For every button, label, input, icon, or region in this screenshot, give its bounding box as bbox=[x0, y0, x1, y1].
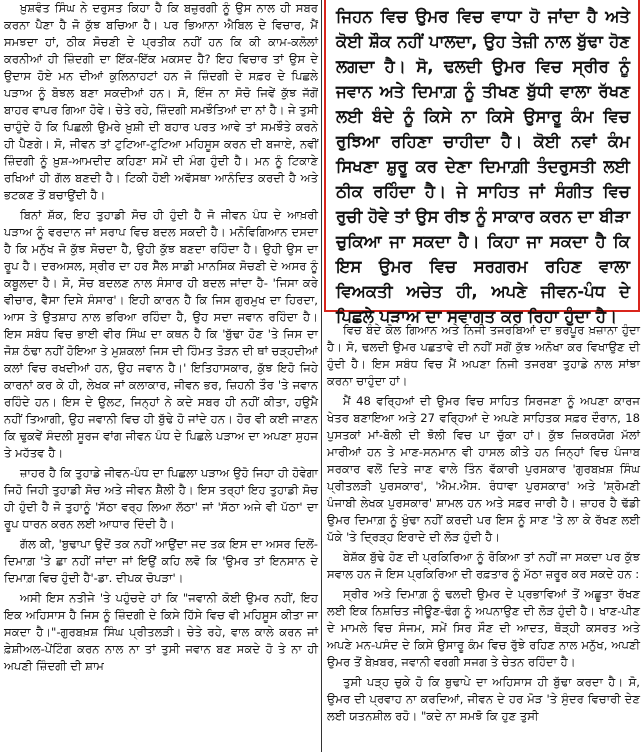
paragraph: ਬਿਨਾਂ ਸ਼ੱਕ, ਇਹ ਤੁਹਾਡੀ ਸੋਚ ਹੀ ਹੁੰਦੀ ਹੈ ਜੋ ਜੀਵਨ ਪੰਧ ਦੇ ਆਖ਼ਰੀ ਪੜਾਅ ਨੂੰ ਵਰਦਾਨ ਜਾਂ ਸਰਾਪ ਵਿਚ ਬਦਲ ਸਕਦੀ ਹੈ। ਮਨੋਵਿਗਿਆਨ ਦਸਦਾ ਹੈ ਕਿ ਮਨੁੱਖ ਜੋ ਕੁੱਝ ਸੋਚਦਾ ਹੈ, ਉਹੀ ਕੁੱਝ ਬਣਦਾ ਰਹਿੰਦਾ ਹੈ। ਉਹੀ ਉਸ ਦਾ ਰੂਪ ਹੈ। ਦਰਅਸਲ, ਸ੍ਰੀਰ ਦਾ ਹਰ ਸੈੱਲ ਸਾਡੀ ਮਾਨਸਿਕ ਸੋਚਣੀ ਦੇ ਅਸਰ ਨੂੰ ਕਬੂਲਦਾ ਹੈ। ਸੋ, ਸੋਚ ਬਦਲਣ ਨਾਲ ਸੰਸਾਰ ਹੀ ਬਦਲ ਜਾਂਦਾ ਹੈ- 'ਜਿਸਾ ਕਰੇ ਵੀਚਾਰ, ਵੈਸਾ ਦਿਸੇ ਸੰਸਾਰ'। ਇਹੀ ਕਾਰਨ ਹੈ ਕਿ ਜਿਸ ਗੁਰਮੁਖ ਦਾ ਹਿਰਦਾ, ਆਸ ਤੇ ਉਤਸ਼ਾਹ ਨਾਲ ਭਰਿਆ ਰਹਿੰਦਾ ਹੈ, ਉਹ ਸਦਾ ਜਵਾਨ ਰਹਿੰਦਾ ਹੈ। ਇਸ ਸਬੰਧ ਵਿਚ ਭਾਈ ਵੀਰ ਸਿੰਘ ਦਾ ਕਥਨ ਹੈ ਕਿ 'ਬੁੱਢਾ ਹੋਣ 'ਤੇ ਜਿਸ ਦਾ ਜੋਸ਼ ਠੰਢਾ ਨਹੀਂ ਹੋਇਆ ਤੇ ਮੁਸ਼ਕਲਾਂ ਜਿਸ ਦੀ ਹਿੰਮਤ ਤੋੜਨ ਦੀ ਥਾਂ ਚੜ੍ਹਦੀਆਂ ਕਲਾਂ ਵਿਚ ਰਖਦੀਆਂ ਹਨ, ਉਹ ਜਵਾਨ ਹੈ।' ਇਤਿਹਾਸਕਾਰ, ਕੁੱਝ ਇਹੋ ਜਿਹੇ ਕਾਰਨਾਂ ਕਰ ਕੇ ਹੀ, ਲੇਖਕ ਜਾਂ ਕਲਾਕਾਰ, ਜੀਵਨ ਭਰ, ਜ਼ਿਹਨੀ ਤੌਰ 'ਤੇ ਜਵਾਨ ਰਹਿੰਦੇ ਹਨ। ਇਸ ਦੇ ਉਲਟ, ਜਿਨ੍ਹਾਂ ਨੇ ਕਦੇ ਸਬਰ ਹੀ ਨਹੀਂ ਕੀਤਾ, ਹਉਮੈ ਨਹੀਂ ਤਿਆਗੀ, ਉਹ ਜਵਾਨੀ ਵਿਚ ਹੀ ਬੁੱਢੇ ਹੋ ਜਾਂਦੇ ਹਨ। ਹੋਰ ਵੀ ਕਈ ਜਾਣਨ ਕਿ ਢੁਕਵੇਂ ਸੰਦਲੀ ਸੂਰਜ ਵਾਂਗ ਜੀਵਨ ਪੰਧ ਦੇ ਪਿਛਲੇ ਪੜਾਅ ਦਾ ਅਪਣਾ ਸੁਹਜ ਤੇ ਮਹੱਤਵ ਹੈ। bbox=[4, 208, 318, 460]
paragraph: ਸ੍ਰੀਰ ਅਤੇ ਦਿਮਾਗ਼ ਨੂੰ ਢਲਦੀ ਉਮਰ ਦੇ ਪ੍ਰਭਾਵਿਆਂ ਤੋਂ ਅਛੂਤਾ ਰੱਖਣ ਲਈ ਇਕ ਨਿਸ਼ਚਿਤ ਜੀਊਣ-ਢੰਗ ਨੂੰ ਅਪਨਾਉਣ ਦੀ ਲੋੜ ਹੁੰਦੀ ਹੈ। ਖਾਣ-ਪੀਣ ਦੇ ਮਾਮਲੇ ਵਿਚ ਸੰਜਮ, ਸਮੇਂ ਸਿਰ ਸੌਣ ਦੀ ਆਦਤ, ਥੋੜ੍ਹੀ ਕਸਰਤ ਅਤੇ ਅਪਣੇ ਮਨ-ਪਸੰਦ ਦੇ ਕਿਸੇ ਉਸਾਰੂ ਕੰਮ ਵਿਚ ਰੁੱਝੇ ਰਹਿਣ ਨਾਲ ਮਨੁੱਖ, ਅਪਣੀ ਉਮਰ ਤੋਂ ਬੇਖ਼ਬਰ, ਜਵਾਨੀ ਵਰਗੀ ਸਜਗ ਤੇ ਚੇਤਨ ਰਹਿੰਦਾ ਹੈ। bbox=[327, 587, 640, 669]
paragraph: ਬੇਸ਼ੱਕ ਬੁੱਢੇ ਹੋਣ ਦੀ ਪ੍ਰਕਿਰਿਆ ਨੂੰ ਰੋਕਿਆ ਤਾਂ ਨਹੀਂ ਜਾ ਸਕਦਾ ਪਰ ਕੁੱਝ ਸਵਾਲ ਹਨ ਜੋ ਇਸ ਪ੍ਰਕਿਰਿਆ ਦੀ ਰਫ਼ਤਾਰ ਨੂੰ ਮੱਠਾ ਜ਼ਰੂਰ ਕਰ ਸਕਦੇ ਹਨ : bbox=[327, 550, 640, 581]
paragraph: ਜ਼ਾਹਰ ਹੈ ਕਿ ਤੁਹਾਡੇ ਜੀਵਨ-ਪੰਧ ਦਾ ਪਿਛਲਾ ਪੜਾਅ ਉਹੋ ਜਿਹਾ ਹੀ ਹੋਵੇਗਾ ਜਿਹੋ ਜਿਹੀ ਤੁਹਾਡੀ ਸੋਚ ਅਤੇ ਜੀਵਨ ਸ਼ੈਲੀ ਹੈ। ਇਸ ਤਰ੍ਹਾਂ ਇਹ ਤੁਹਾਡੀ ਸੋਚ ਹੀ ਹੁੰਦੀ ਹੈ ਜੋ ਤੁਹਾਨੂੰ 'ਸੱਠਾ ਵਰ੍ਹ ਲਿਆ ਲੱਠਾ' ਜਾਂ 'ਸੱਠਾ ਅਜੇ ਵੀ ਪੱਠਾ' ਦਾ ਰੂਪ ਧਾਰਨ ਕਰਨ ਲਈ ਆਧਾਰ ਦਿੰਦੀ ਹੈ। bbox=[4, 466, 318, 531]
paragraph: ਤੁਸੀ ਪੜ੍ਹ ਚੁਕੇ ਹੋ ਕਿ ਬੁਢਾਪੇ ਦਾ ਅਹਿਸਾਸ ਹੀ ਬੁੱਢਾ ਕਰਦਾ ਹੈ। ਸੋ, ਉਮਰ ਦੀ ਪ੍ਰਵਾਹ ਨਾ ਕਰਦਿਆਂ, ਜੀਵਨ ਦੇ ਹਰ ਮੋੜ 'ਤੇ ਸੁੰਦਰ ਵਿਚਾਰੀ ਦੇਣ ਲਈ ਯਤਨਸ਼ੀਲ ਰਹੋ। "ਕਦੇ ਨਾ ਸਮਝੋ ਕਿ ਹੁਣ ਤੁਸੀ bbox=[327, 675, 640, 723]
article-right-column bbox=[327, 322, 640, 752]
paragraph: ਗੱਲ ਕੀ, 'ਬੁਢਾਪਾ ਉਦੋਂ ਤਕ ਨਹੀਂ ਆਉਂਦਾ ਜਦ ਤਕ ਇਸ ਦਾ ਅਸਰ ਦਿਲੋਂ-ਦਿਮਾਗ਼ 'ਤੇ ਛਾ ਨਹੀਂ ਜਾਂਦਾ ਜਾਂ ਇਉਂ ਕਹਿ ਲਵੋ ਕਿ 'ਉਮਰ ਤਾਂ ਇਨਸਾਨ ਦੇ ਦਿਮਾਗ਼ ਵਿਚ ਹੁੰਦੀ ਹੈ'-ਡਾ. ਦੀਪਕ ਚੋਪੜਾ'। bbox=[4, 537, 318, 585]
paragraph: ਅਸੀ ਇਸ ਨਤੀਜੇ 'ਤੇ ਪਹੁੰਚਦੇ ਹਾਂ ਕਿ "ਜਵਾਨੀ ਕੋਈ ਉਮਰ ਨਹੀਂ, ਇਹ ਇਕ ਅਹਿਸਾਸ ਹੈ ਜਿਸ ਨੂੰ ਜ਼ਿੰਦਗੀ ਦੇ ਕਿਸੇ ਹਿੱਸੇ ਵਿਚ ਵੀ ਮਹਿਸੂਸ ਕੀਤਾ ਜਾ ਸਕਦਾ ਹੈ।"-ਗੁਰਬਖ਼ਸ਼ ਸਿੰਘ ਪ੍ਰੀਤਲੜੀ। ਚੇਤੇ ਰਹੇ, ਵਾਲ ਕਾਲੇ ਕਰਨ ਜਾਂ ਫ਼ੇਸ਼ੀਅਲ-ਪੇਂਟਿੰਗ ਕਰਨ ਨਾਲ ਨਾ ਤਾਂ ਤੁਸੀ ਜਵਾਨ ਬਣ ਸਕਦੇ ਹੋ ਤੇ ਨਾ ਹੀ ਅਪਣੀ ਜ਼ਿੰਦਗੀ ਦੀ ਸ਼ਾਮ bbox=[4, 591, 318, 673]
paragraph: ਮੈਂ 48 ਵਰ੍ਹਿਆਂ ਦੀ ਉਮਰ ਵਿਚ ਸਾਹਿਤ ਸਿਰਜਣਾ ਨੂੰ ਅਪਣਾ ਕਾਰਜ ਖੇਤਰ ਬਣਾਇਆ ਅਤੇ 27 ਵਰ੍ਹਿਆਂ ਦੇ ਅਪਣੇ ਸਾਹਿਤਕ ਸਫ਼ਰ ਦੌਰਾਨ, 18 ਪੁਸਤਕਾਂ ਮਾਂ-ਬੋਲੀ ਦੀ ਝੋਲੀ ਵਿਚ ਪਾ ਚੁੱਕਾ ਹਾਂ। ਕੁੱਝ ਜ਼ਿਕਰਯੋਗ ਮੱਲਾਂ ਮਾਰੀਆਂ ਹਨ ਤੇ ਮਾਣ-ਸਨਮਾਨ ਵੀ ਹਾਸਲ ਕੀਤੇ ਹਨ ਜਿਨ੍ਹਾਂ ਵਿਚ ਪੰਜਾਬ ਸਰਕਾਰ ਵਲੋਂ ਦਿਤੇ ਜਾਣ ਵਾਲੇ ਤਿੰਨ ਵੱਕਾਰੀ ਪੁਰਸਕਾਰ 'ਗੁਰਬਖ਼ਸ਼ ਸਿੰਘ ਪ੍ਰੀਤਲੜੀ ਪੁਰਸਕਾਰ', 'ਐਮ.ਐਸ. ਰੰਧਾਵਾ ਪੁਰਸਕਾਰ' ਅਤੇ 'ਸ਼੍ਰੋਮਣੀ ਪੰਜਾਬੀ ਲੇਖਕ ਪੁਰਸਕਾਰ' ਸ਼ਾਮਲ ਹਨ ਅਤੇ ਸਫ਼ਰ ਜਾਰੀ ਹੈ। ਜ਼ਾਹਰ ਹੈ ਢੱਡੀ ਉਮਰ ਦਿਮਾਗ਼ ਨੂੰ ਖੁੰਢਾ ਨਹੀਂ ਕਰਦੀ ਪਰ ਇਸ ਨੂੰ ਸਾਣ 'ਤੇ ਲਾ ਕੇ ਰੱਖਣ ਲਈ ਪੱਕੇ 'ਤੇ ਦ੍ਰਿੜ੍ਹ ਇਰਾਦੇ ਦੀ ਲੋੜ ਹੁੰਦੀ ਹੈ। bbox=[327, 394, 640, 544]
highlighted-quote-text: ਜਿਹਨ ਵਿਚ ਉਮਰ ਵਿਚ ਵਾਧਾ ਹੋ ਜਾਂਦਾ ਹੈ ਅਤੇ ਕੋਈ ਸ਼ੌਕ ਨਹੀਂ ਪਾਲਦਾ, ਉਹ ਤੇਜ਼ੀ ਨਾਲ ਬੁੱਢਾ ਹੋਣ ਲਗਦਾ ਹੈ। ਸੋ, ਢਲਦੀ ਉਮਰ ਵਿਚ ਸ੍ਰੀਰ ਨੂੰ ਜਵਾਨ ਅਤੇ ਦਿਮਾਗ਼ ਨੂੰ ਤੀਖਣ ਬੁੱਧੀ ਵਾਲਾ ਰੱਖਣ ਲਈ ਬੰਦੇ ਨੂੰ ਕਿਸੇ ਨਾ ਕਿਸੇ ਉਸਾਰੂ ਕੰਮ ਵਿਚ ਰੁਝਿਆ ਰਹਿਣਾ ਚਾਹੀਦਾ ਹੈ। ਕੋਈ ਨਵਾਂ ਕੰਮ ਸਿਖਣਾ ਸ਼ੁਰੂ ਕਰ ਦੇਣਾ ਦਿਮਾਗ਼ੀ ਤੰਦਰੁਸਤੀ ਲਈ ਠੀਕ ਰਹਿੰਦਾ ਹੈ। ਜੇ ਸਾਹਿਤ ਜਾਂ ਸੰਗੀਤ ਵਿਚ ਰੁਚੀ ਹੋਵੇ ਤਾਂ ਉਸ ਰੀਝ ਨੂੰ ਸਾਕਾਰ ਕਰਨ ਦਾ ਬੀੜਾ ਚੁਕਿਆ ਜਾ ਸਕਦਾ ਹੈ। ਕਿਹਾ ਜਾ ਸਕਦਾ ਹੈ ਕਿ ਇਸ ਉਮਰ ਵਿਚ ਸਰਗਰਮ ਰਹਿਣ ਵਾਲਾ ਵਿਅਕਤੀ ਅਚੇਤ ਹੀ, ਅਪਣੇ ਜੀਵਨ-ਪੰਧ ਦੇ ਪਿਛਲੇ ਪੜਾਅ ਦਾ ਸਵਾਗਤ ਕਰ ਰਿਹਾ ਹੁੰਦਾ ਹੈ। bbox=[336, 7, 630, 326]
paragraph: ਖ਼ੁਸ਼ਵੰਤ ਸਿੰਘ ਨੇ ਦਰੁਸਤ ਕਿਹਾ ਹੈ ਕਿ ਬਜ਼ੁਰਗੀ ਨੂੰ ਉਸ ਨਾਲ ਹੀ ਸਬਰ ਕਰਨਾ ਪੈਣਾ ਹੈ ਜੋ ਕੁੱਝ ਬਚਿਆ ਹੈ। ਪਰ ਭਿਆਨਾ ਐਬਿਲ ਦੇ ਵਿਚਾਰ, ਮੈਂ ਸਮਝਦਾ ਹਾਂ, ਠੀਕ ਸੋਚਣੀ ਦੇ ਪ੍ਰਤੀਕ ਨਹੀਂ ਹਨ ਕਿ ਕੀ ਕਾਮ-ਕਲੋਲਾਂ ਕਰਨੀਆਂ ਹੀ ਜ਼ਿੰਦਗੀ ਦਾ ਇੱਕ-ਇੱਕ ਮਕਸਦ ਹੈ? ਇਹ ਵਿਚਾਰ ਤਾਂ ਉਸ ਦੇ ਉਦਾਸ ਹੋਏ ਮਨ ਦੀਆਂ ਕੁਲਿਨਾਹਟਾਂ ਹਨ ਜੋ ਜ਼ਿੰਦਗੀ ਦੇ ਸਫ਼ਰ ਦੇ ਪਿਛਲੇ ਪੜਾਅ ਨੂੰ ਬੋਝਲ ਬਣਾ ਸਕਦੀਆਂ ਹਨ। ਸੋ, ਇੰਜ ਨਾ ਸੋਚੋ ਜਿਵੇਂ ਕੁੱਝ ਜੱਗੋਂ ਬਾਹਰ ਵਾਪਰ ਗਿਆ ਹੋਵੇ। ਚੇਤੇ ਰਹੇ, ਜ਼ਿੰਦਗੀ ਸਮਝੌਤਿਆਂ ਦਾ ਨਾਂ ਹੈ। ਜੇ ਤੁਸੀ ਚਾਹੁੰਦੇ ਹੋ ਕਿ ਪਿਛਲੀ ਉਮਰੇ ਖ਼ੁਸ਼ੀ ਦੀ ਬਹਾਰ ਪਰਤ ਆਵੇ ਤਾਂ ਸਮਝੌਤੇ ਕਰਨੇ ਹੀ ਪੈਣਗੇ। ਸੋ, ਜੀਵਨ ਤਾਂ ਟੁਟਿਆ-ਟੁਟਿਆ ਮਹਿਸੂਸ ਕਰਨ ਦੀ ਬਜਾਏ, ਨਵੀਂ ਜ਼ਿੰਦਗੀ ਨੂੰ ਖ਼ੁਸ਼-ਆਮਦੀਦ ਕਹਿਣਾ ਸਮੇਂ ਦੀ ਮੰਗ ਹੁੰਦੀ ਹੈ। ਮਨ ਨੂੰ ਟਿਕਾਣੇ ਰਖਿਆਂ ਹੀ ਗੱਲ ਬਣਦੀ ਹੈ। ਟਿਕੀ ਹੋਈ ਅਵੱਸਥਾ ਆਨੰਦਿਤ ਕਰਦੀ ਹੈ ਅਤੇ ਭਟਕਣ ਤੋਂ ਬਚਾਉਂਦੀ ਹੈ। bbox=[4, 1, 318, 202]
paragraph: ਵਿਚ ਬੰਦੇ ਕੋਲ ਗਿਆਨ ਅਤੇ ਨਿਜੀ ਤਜਰਬਿਆਂ ਦਾ ਭਰਪੂਰ ਖ਼ਜ਼ਾਨਾ ਹੁੰਦਾ ਹੈ। ਸੋ, ਢਲਦੀ ਉਮਰ ਪਛਤਾਵੇ ਦੀ ਨਹੀਂ ਸਗੋਂ ਕੁੱਝ ਅਨੋਖਾ ਕਰ ਵਿਖਾਉਣ ਦੀ ਹੁੰਦੀ ਹੈ। ਇਸ ਸਬੰਧ ਵਿਚ ਮੈਂ ਅਪਣਾ ਨਿਜੀ ਤਜਰਬਾ ਤੁਹਾਡੇ ਨਾਲ ਸਾਂਝਾ ਕਰਨਾ ਚਾਹੁੰਦਾ ਹਾਂ। bbox=[327, 323, 640, 388]
article-left-column bbox=[4, 0, 318, 752]
highlighted-quote-box bbox=[324, 0, 640, 326]
column-divider bbox=[321, 0, 322, 752]
